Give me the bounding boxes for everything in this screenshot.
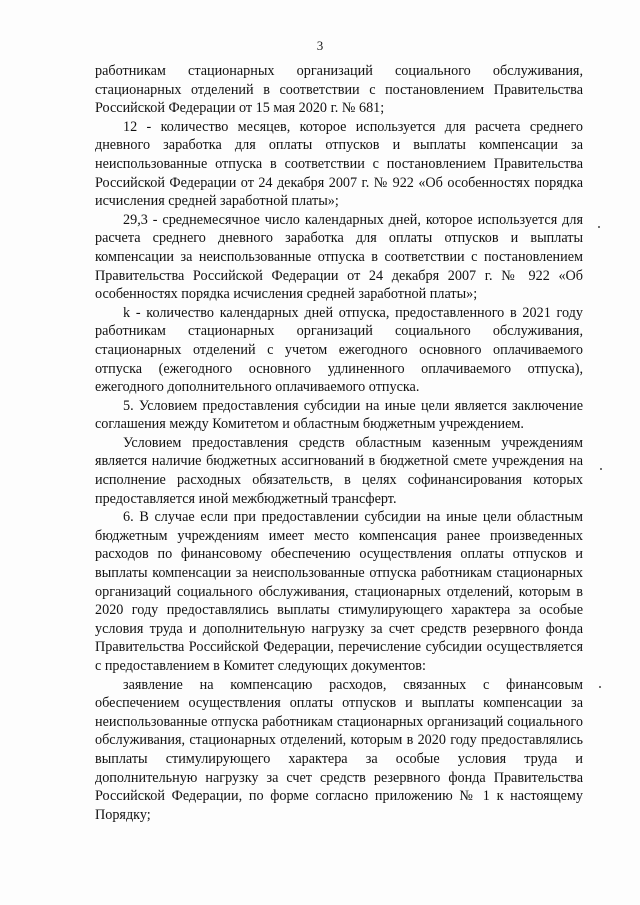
document-body bbox=[95, 62, 583, 824]
paragraph-months-definition: 12 - количество месяцев, которое используется для расчета среднего дневного заработка для оплаты отпусков и выплаты компенсации за неиспользованные отпуска в соответствии с постановлением Правительства Российской Федерации от 24 декабря 2007 г. № 922 «Об особенностях порядка исчисления средней заработной платы»; bbox=[95, 118, 583, 210]
paragraph-application: заявление на компенсацию расходов, связанных с финансовым обеспечением осуществления оплаты отпусков и выплаты компенсации за неиспользованные отпуска работникам стационарных организаций социального обслуживания, стационарных отделений, которым в 2020 году предоставлялись выплаты стимулирующего характера за особые условия труда и дополнительную нагрузку за счет средств резервного фонда Правительства Российской Федерации, по форме согласно приложению № 1 к настоящему Порядку; bbox=[95, 676, 583, 823]
scan-speck bbox=[600, 468, 602, 470]
scan-speck bbox=[599, 686, 601, 688]
paragraph-continuation: работникам стационарных организаций социального обслуживания, стационарных отделений в соответствии с постановлением Правительства Российской Федерации от 15 мая 2020 г. № 681; bbox=[95, 63, 583, 117]
paragraph-k-definition: k - количество календарных дней отпуска, предоставленного в 2021 году работникам стационарных организаций социального обслуживания, стационарных отделений с учетом ежегодного основного оплачиваемого отпуска (ежегодного основного удлиненного оплачиваемого отпуска), ежегодного дополнительного оплачиваемого отпуска. bbox=[95, 304, 583, 396]
paragraph-clause-6: 6. В случае если при предоставлении субсидии на иные цели областным бюджетным учреждениям имеет место компенсация ранее произведенных расходов по финансовому обеспечению осуществления оплаты отпусков и выплаты компенсации за неиспользованные отпуска работникам стационарных организаций социального обслуживания, стационарных отделений, которым в 2020 году предоставлялись выплаты стимулирующего характера за особые условия труда и дополнительную нагрузку за счет средств резервного фонда Правительства Российской Федерации, перечисление субсидии осуществляется с предоставлением в Комитет следующих документов: bbox=[95, 509, 583, 674]
paragraph-clause-5: 5. Условием предоставления субсидии на иные цели является заключение соглашения между Комитетом и областным бюджетным учреждением. bbox=[95, 397, 583, 433]
page-number: 3 bbox=[316, 38, 324, 53]
paragraph-days-definition: 29,3 - среднемесячное число календарных дней, которое используется для расчета среднего дневного заработка для оплаты отпусков и выплаты компенсации за неиспользованные отпуска в соответствии с постановлением Правительства Российской Федерации от 24 декабря 2007 г. № 922 «Об особенностях порядка исчисления средней заработной платы»; bbox=[95, 211, 583, 303]
paragraph-kazennye-condition: Условием предоставления средств областным казенным учреждениям является наличие бюджетных ассигнований в бюджетной смете учреждения на исполнение расходных обязательств, в целях софинансирования которых предоставляется иной межбюджетный трансферт. bbox=[95, 434, 583, 507]
scan-speck bbox=[598, 226, 600, 228]
